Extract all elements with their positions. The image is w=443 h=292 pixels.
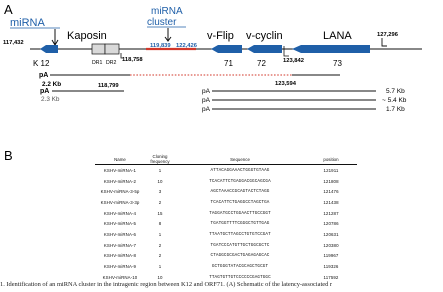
table-row — [95, 218, 357, 229]
coord-127296: 127,296 — [377, 32, 398, 38]
orf71-gene-arrow — [211, 45, 242, 53]
orf72-label: 72 — [257, 59, 266, 68]
cell-name: KSHV-miRNA-1 — [103, 167, 137, 173]
cell-name: KSHV-miRNA-9 — [103, 264, 137, 270]
cell-name: KSHV-miRNA-10 — [102, 274, 138, 280]
coord-117432: 117,432 — [3, 40, 24, 46]
cell-sequence: TGATGGTTTTCGGGCTGTTGAG — [210, 221, 270, 227]
header-name: Name — [95, 154, 145, 165]
kaposin-label: Kaposin — [67, 30, 107, 42]
cell-position: 121911 — [323, 167, 339, 173]
cell-sequence: AGCTAAACCGCAGTACTCTAGG — [210, 189, 270, 195]
cell-frequency: 8 — [158, 221, 162, 227]
mirna-cluster-label-1: miRNA — [151, 6, 183, 17]
cell-position: 121808 — [323, 178, 339, 184]
table-row — [95, 197, 357, 208]
k12-label: K 12 — [33, 59, 50, 68]
cell-position: 121438 — [323, 199, 339, 205]
cell-frequency: 2 — [158, 199, 162, 205]
pa-label-4: pA — [202, 97, 210, 104]
table-header-row — [95, 154, 357, 165]
cell-frequency: 15 — [157, 210, 163, 216]
header-position: position — [305, 154, 357, 165]
header-sequence: Sequence — [175, 154, 305, 165]
coord-122426: 122,426 — [176, 43, 197, 49]
pa-label-2: pA — [40, 88, 50, 95]
pa-label-5: pA — [202, 106, 210, 113]
cell-name: KSHV-miRNA-7 — [103, 242, 137, 248]
cell-sequence: ATTACAGGAAACTGGGTGTAAG — [210, 167, 270, 173]
orf71-label: 71 — [224, 59, 233, 68]
dr1-box — [92, 44, 105, 54]
cell-sequence: TGATCCCATGTTGCTGGCGCTC — [210, 242, 270, 248]
panel-a-label: A — [4, 2, 13, 17]
orf73-label: 73 — [333, 59, 342, 68]
cell-position: 119326 — [323, 264, 339, 270]
cell-frequency: 10 — [157, 178, 163, 184]
coord-118799: 118,799 — [98, 83, 119, 89]
cell-name: KSHV-miRNA-3-3p — [100, 199, 140, 205]
vflip-label: v-Flip — [207, 30, 234, 42]
cell-frequency: 3 — [158, 189, 162, 195]
coord-119839: 119,839 — [150, 43, 171, 49]
table-row — [95, 186, 357, 197]
mirna-label: miRNA — [10, 17, 45, 29]
transcript-2-3kb: 2.3 Kb — [41, 96, 60, 103]
transcript-2-2kb: 2.2 Kb — [42, 81, 62, 88]
coord-118758: 118,758 — [122, 57, 143, 63]
table-row — [95, 176, 357, 187]
table-row — [95, 251, 357, 262]
cell-sequence: TCACATTCTGAGGCCTAGCTGA — [210, 199, 270, 205]
cell-name: KSHV-miRNA-8 — [103, 253, 137, 259]
pa-label-1: pA — [39, 72, 49, 79]
cell-frequency: 1 — [158, 231, 162, 237]
cell-frequency: 2 — [158, 242, 162, 248]
cell-frequency: 1 — [158, 264, 162, 270]
cell-name: KSHV-miRNA-4 — [103, 210, 137, 216]
mirna-table — [95, 154, 357, 283]
dr1-label: DR1 — [92, 60, 103, 66]
dr2-label: DR2 — [106, 60, 117, 66]
cell-sequence: TTAATGCTTAGCCTGTGTCCGAT — [209, 231, 271, 237]
header-frequency: Cloning frequency — [145, 154, 175, 165]
k12-gene-arrow — [40, 45, 58, 53]
dr2-box — [105, 44, 119, 54]
coord-123842: 123,842 — [283, 58, 304, 64]
pa-label-3: pA — [202, 88, 210, 95]
coord-123594: 123,594 — [275, 81, 296, 87]
cell-position: 120380 — [323, 242, 339, 248]
vcyclin-label: v-cyclin — [246, 30, 283, 42]
lana-label: LANA — [323, 30, 352, 42]
cell-name: KSHV-miRNA-3-5p — [100, 189, 140, 195]
cell-sequence: TAGGATGCCTGGAACTTGCCGGT — [209, 210, 271, 216]
cell-position: 120786 — [323, 221, 339, 227]
cell-sequence: TCACATTCTGAGGACGGCAGCGA — [209, 178, 271, 184]
cell-name: KSHV-miRNA-2 — [103, 178, 137, 184]
cell-position: 117592 — [323, 274, 339, 280]
table-row — [95, 240, 357, 251]
cell-name: KSHV-miRNA-5 — [103, 221, 137, 227]
lana-gene-arrow — [292, 45, 370, 53]
mirna-cluster-label-2: cluster — [147, 17, 177, 28]
table-row — [95, 229, 357, 240]
table-row — [95, 208, 357, 219]
cell-name: KSHV-miRNA-6 — [103, 231, 137, 237]
transcript-5-4kb: ~ 5.4 Kb — [382, 97, 407, 104]
cell-frequency: 1 — [158, 167, 162, 173]
cell-frequency: 10 — [157, 274, 163, 280]
transcript-5-7kb: 5.7 Kb — [386, 88, 405, 95]
cell-position: 121287 — [323, 210, 339, 216]
cell-position: 120631 — [323, 231, 339, 237]
orf72-gene-arrow — [247, 45, 282, 53]
cell-sequence: CTAGGCGCGACTGAGAGAGCAC — [210, 253, 270, 259]
cell-frequency: 2 — [158, 253, 162, 259]
figure-caption: 1. Identification of an miRNA cluster in the intragenic region between K12 and ORF71. (A) Schematic of the latency-associated r — [0, 281, 333, 288]
cell-sequence: GCTGGGTATACGCAGCTGCGT — [211, 264, 269, 270]
cell-position: 121476 — [323, 189, 339, 195]
table-row — [95, 165, 357, 176]
panel-b-label: B — [4, 148, 13, 163]
cell-sequence: TTAGTGTTGTCCCCCCGAGTGGC — [209, 274, 271, 280]
cell-position: 119967 — [323, 253, 339, 259]
table-row — [95, 261, 357, 272]
transcript-1-7kb: 1.7 Kb — [386, 106, 405, 113]
